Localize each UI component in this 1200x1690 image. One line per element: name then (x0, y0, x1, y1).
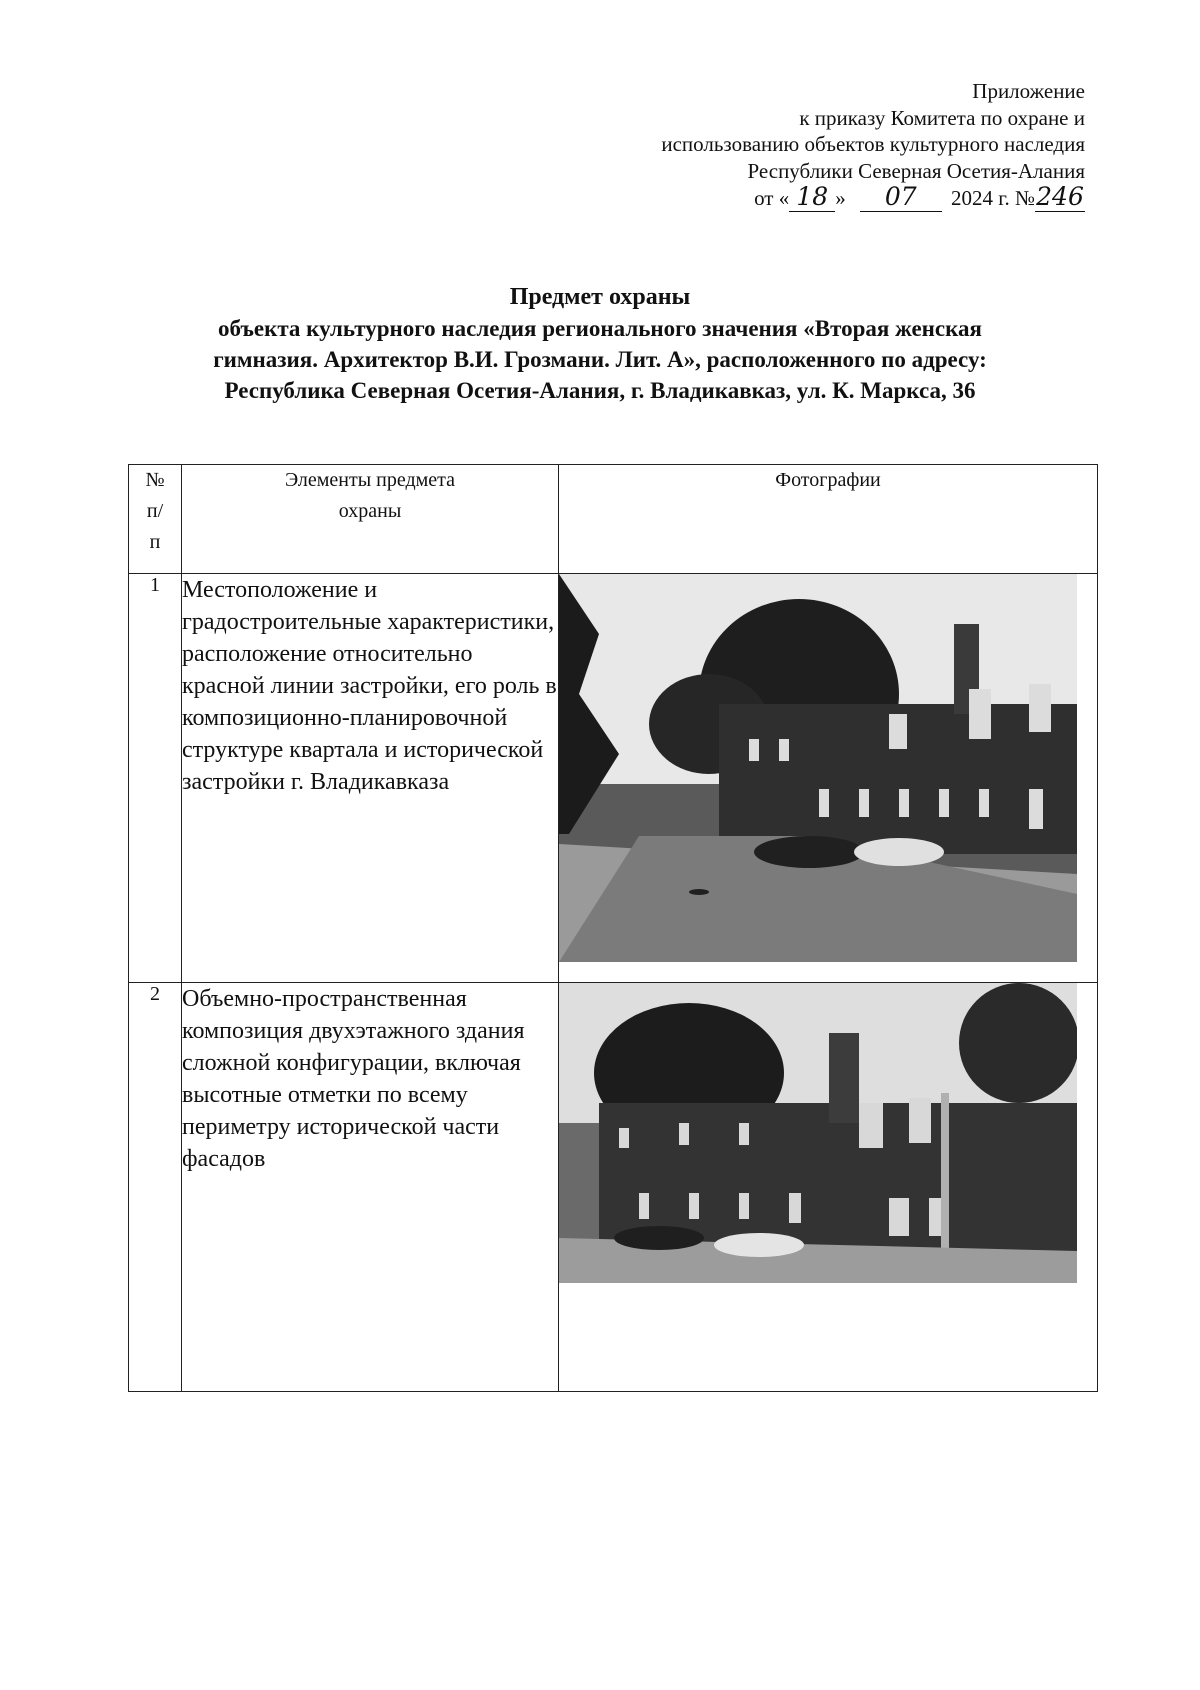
date-prefix: от « (754, 186, 790, 210)
title-line-3: гимназия. Архитектор В.И. Грозмани. Лит. А», расположенного по адресу: (213, 347, 987, 372)
row-number: 1 (129, 574, 182, 983)
appendix-header (485, 78, 1085, 212)
handwritten-day: 18 (789, 184, 835, 212)
row-photo-cell (559, 574, 1098, 983)
building-photo-1 (559, 574, 1077, 962)
title-line-2: объекта культурного наследия регионального значения «Вторая женская (218, 316, 982, 341)
row-description: Местоположение и градостроительные характеристики, расположение относительно красной линии застройки, его роль в композиционно-планировочной структуре квартала и исторической застройки г. Владикавказа (182, 574, 559, 983)
header-number: № п/ п (129, 465, 182, 574)
appendix-date-line (485, 184, 1085, 212)
row-number: 2 (129, 983, 182, 1392)
date-mid: » (835, 186, 846, 210)
appendix-title: Приложение (972, 79, 1085, 103)
building-photo-2 (559, 983, 1077, 1283)
appendix-order-line: к приказу Комитета по охране и (799, 105, 1085, 130)
title-line-4: Республика Северная Осетия-Алания, г. Владикавказ, ул. К. Маркса, 36 (224, 378, 976, 403)
table-row (129, 574, 1098, 983)
document-title (80, 282, 1120, 406)
handwritten-number: 246 (1036, 182, 1084, 211)
table-row (129, 983, 1098, 1392)
date-year: 2024 г. № (950, 186, 1035, 210)
row-photo-cell (559, 983, 1098, 1392)
appendix-committee-line: использованию объектов культурного наследия (661, 132, 1085, 156)
header-elements: Элементы предмета охраны (182, 465, 559, 574)
protection-table (128, 464, 1098, 1392)
row-description: Объемно-пространственная композиция двухэтажного здания сложной конфигурации, включая высотные отметки по всему периметру исторической части фасадов (182, 983, 559, 1392)
appendix-republic-line: Республики Северная Осетия-Алания (747, 158, 1085, 183)
handwritten-month: 07 (860, 184, 942, 212)
header-photos: Фотографии (559, 465, 1098, 574)
table-header-row (129, 465, 1098, 574)
title-main: Предмет охраны (509, 284, 691, 310)
